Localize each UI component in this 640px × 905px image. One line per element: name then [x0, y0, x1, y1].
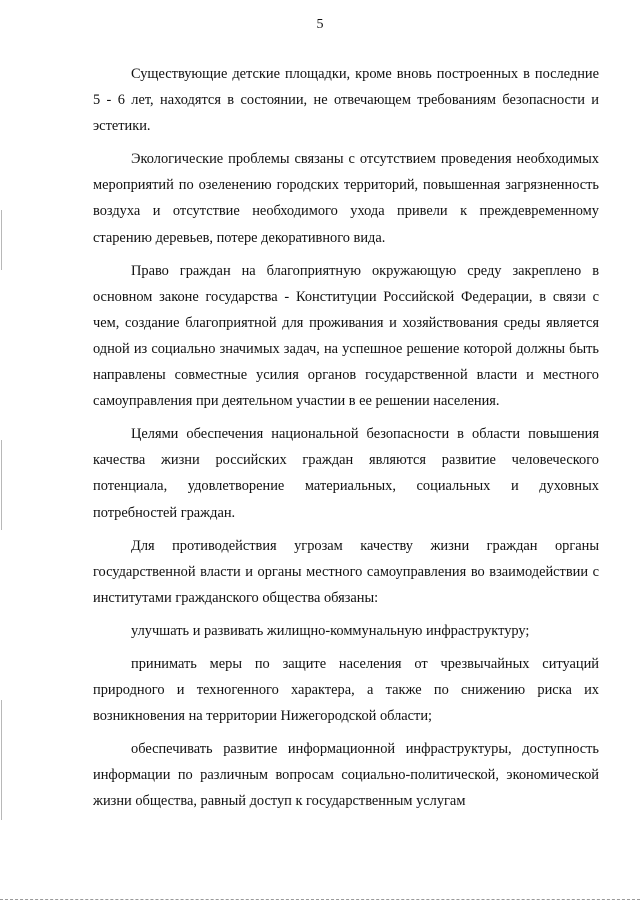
page-number: 5	[316, 17, 324, 32]
list-item-emergency: принимать меры по защите населения от чрезвычайных ситуаций природного и техногенного характера, а также по снижению риска их возникновения на территории Нижегородской области;	[93, 655, 599, 725]
paragraph-countermeasures: Для противодействия угрозам качеству жизни граждан органы государственной власти и органы местного самоуправления во взаимодействии с институтами гражданского общества обязаны:	[93, 537, 599, 606]
scan-bottom-edge	[0, 899, 640, 901]
scan-edge-mark	[1, 210, 2, 270]
list-item-housing: улучшать и развивать жилищно-коммунальную инфраструктуру;	[131, 622, 530, 639]
paragraph-playgrounds: Существующие детские площадки, кроме вновь построенных в последние 5 - 6 лет, находятся в состоянии, не отвечающем требованиям безопасности и эстетики.	[93, 66, 599, 135]
paragraph-ecology: Экологические проблемы связаны с отсутствием проведения необходимых мероприятий по озеленению городских территорий, повышенная загрязненность воздуха и отсутствие необходимого ухода привели к преждевременному старению деревьев, потере декоративного вида.	[93, 151, 599, 246]
paragraph-environment-right: Право граждан на благоприятную окружающую среду закреплено в основном законе государства - Конституции Российской Федерации, в связи с чем, создание благоприятной для проживания и хозяйствования среды является одной из социально значимых задач, на успешное решение которой должны быть направлены совместные усилия органов государственной власти и местного самоуправления при деятельном участии в ее решении населения.	[93, 262, 599, 410]
list-item-information: обеспечивать развитие информационной инфраструктуры, доступность информации по различным вопросам социально-политической, экономической жизни общества, равный доступ к государственным услугам	[93, 741, 599, 810]
scan-edge-mark	[1, 440, 2, 530]
scan-edge-mark	[1, 700, 2, 820]
document-body	[93, 61, 599, 815]
paragraph-security-goals: Целями обеспечения национальной безопасности в области повышения качества жизни российских граждан являются развитие человеческого потенциала, удовлетворение материальных, социальных и духовных потребностей граждан.	[93, 426, 599, 521]
